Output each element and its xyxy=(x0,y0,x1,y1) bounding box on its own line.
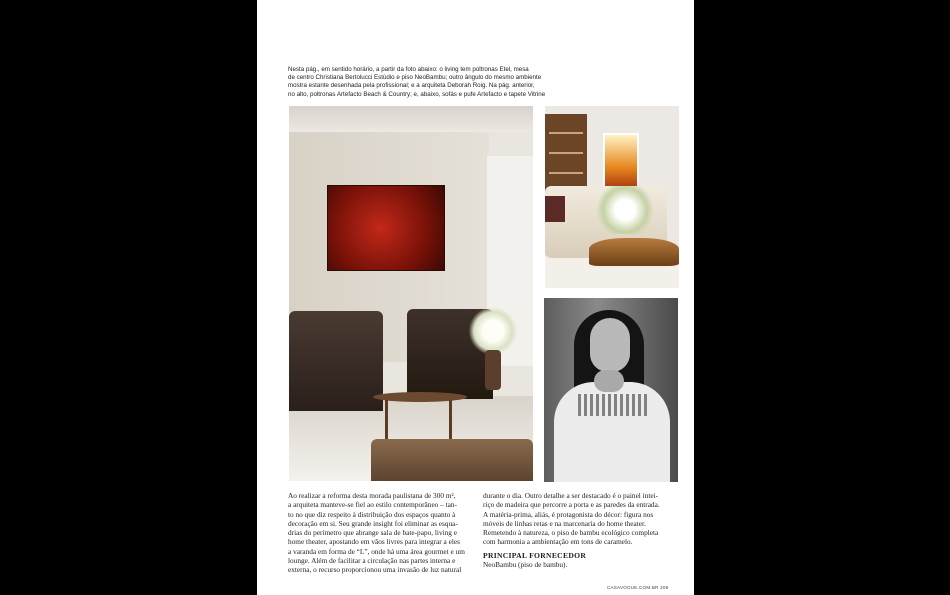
supplier-heading: PRINCIPAL FORNECEDOR xyxy=(483,550,587,560)
body-line: Ao realizar a reforma desta morada paulistana de 300 m², xyxy=(288,491,456,500)
caption-line: de centro Christiana Bertolucci Estúdio e piso NeoBambu; outro ângulo do mesmo ambiente xyxy=(288,74,542,82)
orchid-flowers xyxy=(593,186,657,234)
page-folio: CASAVOGUE.COM.BR 209 xyxy=(607,585,669,590)
caption-line: mostra estante desenhada pela profissional; e a arquiteta Deborah Roig. Na pág. anterior, xyxy=(288,82,535,90)
body-line: drias do perímetro que abrange sala de bate-papo, living e xyxy=(288,528,457,538)
caption-line: Nesta pág., em sentido horário, a partir da foto abaixo: o living tem poltronas Etel, mesa xyxy=(288,66,529,73)
tufted-pouf xyxy=(371,439,533,481)
caption-line: no alto, poltronas Artefacto Beach & Country; e, abaixo, sofás e pufe Artefacto e tapete Vitrine xyxy=(288,90,546,98)
sofa-room-photo xyxy=(545,106,679,288)
body-line: externa, o recurso proporcionou uma invasão de luz natural xyxy=(288,565,462,575)
body-line: A matéria-prima, aliás, é protagonista do décor: figura nos xyxy=(483,509,654,519)
bookshelf xyxy=(545,114,587,192)
body-line: decoração em si. Seu grande insight foi eliminar as esqua- xyxy=(288,518,458,528)
body-line: riço de madeira que percorre a porta e as paredes da entrada. xyxy=(483,500,660,510)
article-column-1 xyxy=(288,491,472,575)
body-line: durante o dia. Outro detalhe a ser destacado é o painel intei- xyxy=(483,491,659,500)
body-line: com harmonia a ambientação em tons de caramelo. xyxy=(483,537,633,547)
body-line: to no que diz respeito à distribuição dos espaços quanto à xyxy=(288,509,456,519)
wall-artwork xyxy=(603,133,639,191)
architect-portrait xyxy=(544,298,678,482)
red-painting xyxy=(327,185,445,271)
body-line: Remetendo à natureza, o piso de bambu ecológico completa xyxy=(483,528,659,538)
armchair-left xyxy=(289,311,383,411)
body-line: móveis de linhas retas e na marcenaria do home theater. xyxy=(483,518,646,528)
article-column-2 xyxy=(483,491,667,569)
supplier-text: NeoBambu (piso de bambu). xyxy=(483,560,568,570)
photo-caption xyxy=(288,66,546,99)
lily-flowers xyxy=(469,306,517,356)
body-line: home theater, apostando em vãos livres para integrar a eles xyxy=(288,537,460,547)
body-line: a varanda em forma de “L”, onde há uma área gourmet e um xyxy=(288,546,465,556)
living-room-photo xyxy=(289,106,533,481)
body-line: a arquiteta manteve-se fiel ao estilo contemporâneo – tan- xyxy=(288,500,457,510)
body-line: lounge. Além de facilitar a circulação nas partes interna e xyxy=(288,556,456,566)
wooden-table xyxy=(589,238,679,266)
